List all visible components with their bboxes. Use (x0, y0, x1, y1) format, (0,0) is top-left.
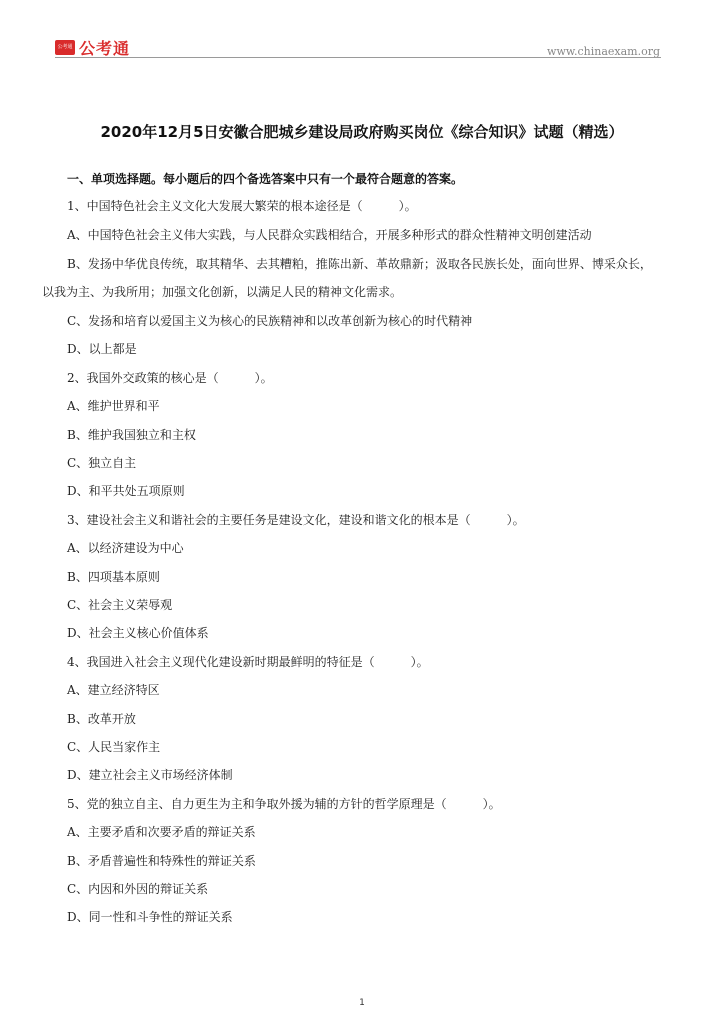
option-2d: D、和平共处五项原则 (67, 484, 185, 498)
option-1c: C、发扬和培育以爱国主义为核心的民族精神和以改革创新为核心的时代精神 (67, 314, 473, 328)
option-3d: D、社会主义核心价值体系 (67, 626, 209, 640)
option-4a: A、建立经济特区 (67, 683, 160, 697)
question-2: 2、我国外交政策的核心是（ ）。 (67, 371, 273, 385)
option-3a: A、以经济建设为中心 (67, 541, 184, 555)
option-5b: B、矛盾普遍性和特殊性的辩证关系 (67, 854, 256, 868)
option-1d: D、以上都是 (67, 342, 137, 356)
option-5c: C、内因和外因的辩证关系 (67, 882, 209, 896)
header-divider (55, 57, 661, 58)
option-2c: C、独立自主 (67, 456, 137, 470)
option-4c: C、人民当家作主 (67, 740, 161, 754)
option-1a: A、中国特色社会主义伟大实践，与人民群众实践相结合，开展多种形式的群众性精神文明创建活动 (67, 228, 592, 242)
logo-badge: 公考通 (55, 40, 75, 55)
question-5: 5、党的独立自主、自力更生为主和争取外援为辅的方针的哲学原理是（ ）。 (67, 797, 501, 811)
option-5d: D、同一性和斗争性的辩证关系 (67, 910, 233, 924)
site-url: www.chinaexam.org (547, 45, 660, 58)
document-title: 2020年12月5日安徽合肥城乡建设局政府购买岗位《综合知识》试题（精选） (100, 123, 624, 141)
option-3b: B、四项基本原则 (67, 570, 160, 584)
question-3: 3、建设社会主义和谐社会的主要任务是建设文化，建设和谐文化的根本是（ ）。 (67, 513, 525, 527)
option-3c: C、社会主义荣辱观 (67, 598, 173, 612)
section-instructions: 一、单项选择题。每小题后的四个备选答案中只有一个最符合题意的答案。 (67, 172, 464, 186)
logo (55, 36, 130, 59)
question-1: 1、中国特色社会主义文化大发展大繁荣的根本途径是（ ）。 (67, 199, 417, 213)
option-4b: B、改革开放 (67, 712, 136, 726)
logo-text: 公考通 (79, 39, 131, 58)
option-2a: A、维护世界和平 (67, 399, 160, 413)
option-1b: B、发扬中华优良传统，取其精华、去其糟粕，推陈出新、革故鼎新；汲取各民族长处，面向世界、博采众长， (67, 257, 652, 271)
option-5a: A、主要矛盾和次要矛盾的辩证关系 (67, 825, 256, 839)
option-4d: D、建立社会主义市场经济体制 (67, 768, 233, 782)
question-4: 4、我国进入社会主义现代化建设新时期最鲜明的特征是（ ）。 (67, 655, 429, 669)
option-1b-continued: 以我为主、为我所用；加强文化创新，以满足人民的精神文化需求。 (42, 285, 403, 299)
page-header (0, 0, 724, 60)
page-number: 1 (359, 998, 365, 1008)
option-2b: B、维护我国独立和主权 (67, 428, 196, 442)
